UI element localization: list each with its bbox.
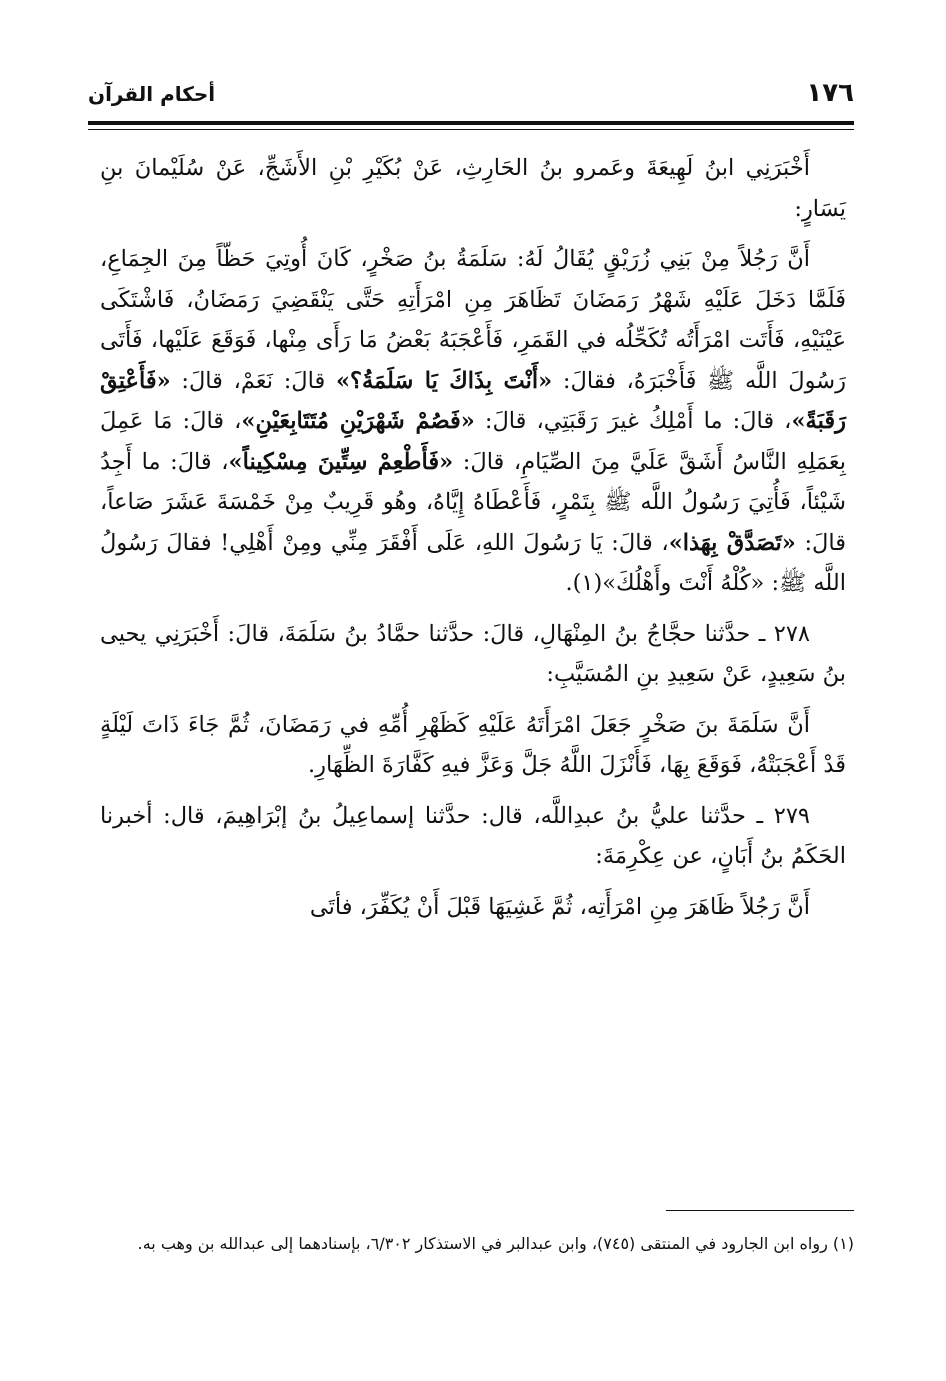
page-header (88, 78, 854, 118)
quote-bold: «أَنْتَ بِذَاكَ يَا سَلَمَةُ؟» (335, 367, 553, 394)
text-run: أَنَّ رَجُلاً مِنْ بَنِي زُرَيْقٍ يُقَالُ لَهُ: سَلَمَةُ بنُ صَخْرٍ، كَانَ أُوتِيَ حَظّاً مِنَ الجِمَاعِ، فَلَمَّا دَخَلَ عَلَيْهِ شَهْرُ رَمَضَانَ تَظَاهَرَ مِنِ امْرَأَتِهِ حَتَّى يَنْقَضِيَ رَمَضَانُ، فَاشْتَكَى عَيْنَيْهِ، فَأَتَت امْرَأَتُه تُكَحِّلُه في القَمَرِ، فَأَعْجَبَهُ بَعْضُ مَا رَأَى مِنْها، فَوَقَعَ عَلَيْها، فَأَتَى رَسُولَ اللَّه ﷺ فَأَخْبَرَهُ، فقالَ: (100, 246, 846, 394)
paragraph-chain-1: أَخْبَرَنِي ابنُ لَهِيعَةَ وعَمرو بنُ الحَارِثِ، عَنْ بُكَيْرِ بْنِ الأَشَجِّ، عَنْ سُلَيْمانَ بنِ يَسَارٍ: (100, 155, 846, 222)
paragraph-hadith-278: أَنَّ سَلَمَةَ بنَ صَخْرٍ جَعَلَ امْرَأَتَهُ عَلَيْهِ كَظَهْرِ أُمِّهِ في رَمَضَانَ، ثُمَّ جَاءَ ذَاتَ لَيْلَةٍ قَدْ أَعْجَبَتْهُ، فَوَقَعَ بِهَا، فَأَنْزَلَ اللَّهُ جَلَّ وَعَزَّ فيهِ كَفَّارَةَ الظِّهَارِ. (100, 711, 846, 778)
running-title: أحكام القرآن (88, 82, 216, 106)
text-run: ، قالَ: ما أَجِدُ شَيْئاً، فَأُتِيَ رَسُولُ اللَّه ﷺ بِتَمْرٍ، فَأَعْطَاهُ إِيَّاهُ، وهُو قَرِيبٌ مِنْ خَمْسَةَ عَشَرَ صَاعاً، قالَ: (100, 448, 846, 556)
header-rule-thick (88, 121, 854, 125)
header-rule-thin (88, 129, 854, 130)
text-run: ، قالَ: ما أَمْلِكُ غيرَ رَقَبَتِي، قالَ: (474, 408, 792, 434)
text-run: ، قالَ: مَا عَمِلَ بِعَمَلِهِ النَّاسُ أَشَقَّ عَلَيَّ مِنَ الصِّيَامِ، قالَ: (100, 408, 846, 475)
paragraph-chain-279: ٢٧٩ ـ حدَّثنا عليُّ بنُ عبدِاللَّه، قال: حدَّثنا إسماعِيلُ بنُ إبْرَاهِيمَ، قال: أخبرنا الحَكَمُ بنُ أَبَانٍ، عن عِكْرِمَةَ: (100, 802, 846, 869)
paragraph-hadith-salama (100, 239, 846, 604)
quote-bold: «تَصَدَّقْ بِهَذا» (668, 529, 796, 556)
quote-bold: «فَأَعْتِقْ رَقَبَةً» (100, 367, 846, 434)
text-run: ، قالَ: يَا رَسُولَ اللهِ، عَلَى أَفْقَرَ مِنِّي ومِنْ أَهْلِي! فقالَ رَسُولُ اللَّه ﷺ: «كُلْهُ أَنْتَ وأَهْلُكَ»(١). (100, 529, 846, 596)
footnote-rule (666, 1210, 854, 1211)
main-text (100, 148, 846, 937)
paragraph-chain-278: ٢٧٨ ـ حدَّثنا حجَّاجُ بنُ المِنْهَالِ، قالَ: حدَّثنا حمَّادُ بنُ سَلَمَةَ، قالَ: أَخْبَرَنِي يحيى بنُ سَعِيدٍ، عَنْ سَعِيدِ بنِ المُسَيَّبِ: (100, 620, 846, 687)
paragraph-hadith-279: أَنَّ رَجُلاً ظَاهَرَ مِنِ امْرَأَتِه، ثُمَّ غَشِيَهَا قَبْلَ أَنْ يُكَفِّرَ، فأتَى (309, 893, 810, 920)
quote-bold: «فَصُمْ شَهْرَيْنِ مُتَتَابِعَيْنِ» (241, 408, 475, 434)
page-number: ١٧٦ (806, 78, 854, 108)
text-run: قالَ: نَعَمْ، قالَ: (170, 367, 336, 394)
footnote (92, 1226, 854, 1262)
footnote-text: (١) رواه ابن الجارود في المنتقى (٧٤٥)، وابن عبدالبر في الاستذكار ٦/٣٠٢، بإسنادهما إلى عبدالله بن وهب به. (137, 1234, 854, 1253)
quote-bold: «فَأَطْعِمْ سِتِّينَ مِسْكِيناً» (228, 448, 454, 475)
